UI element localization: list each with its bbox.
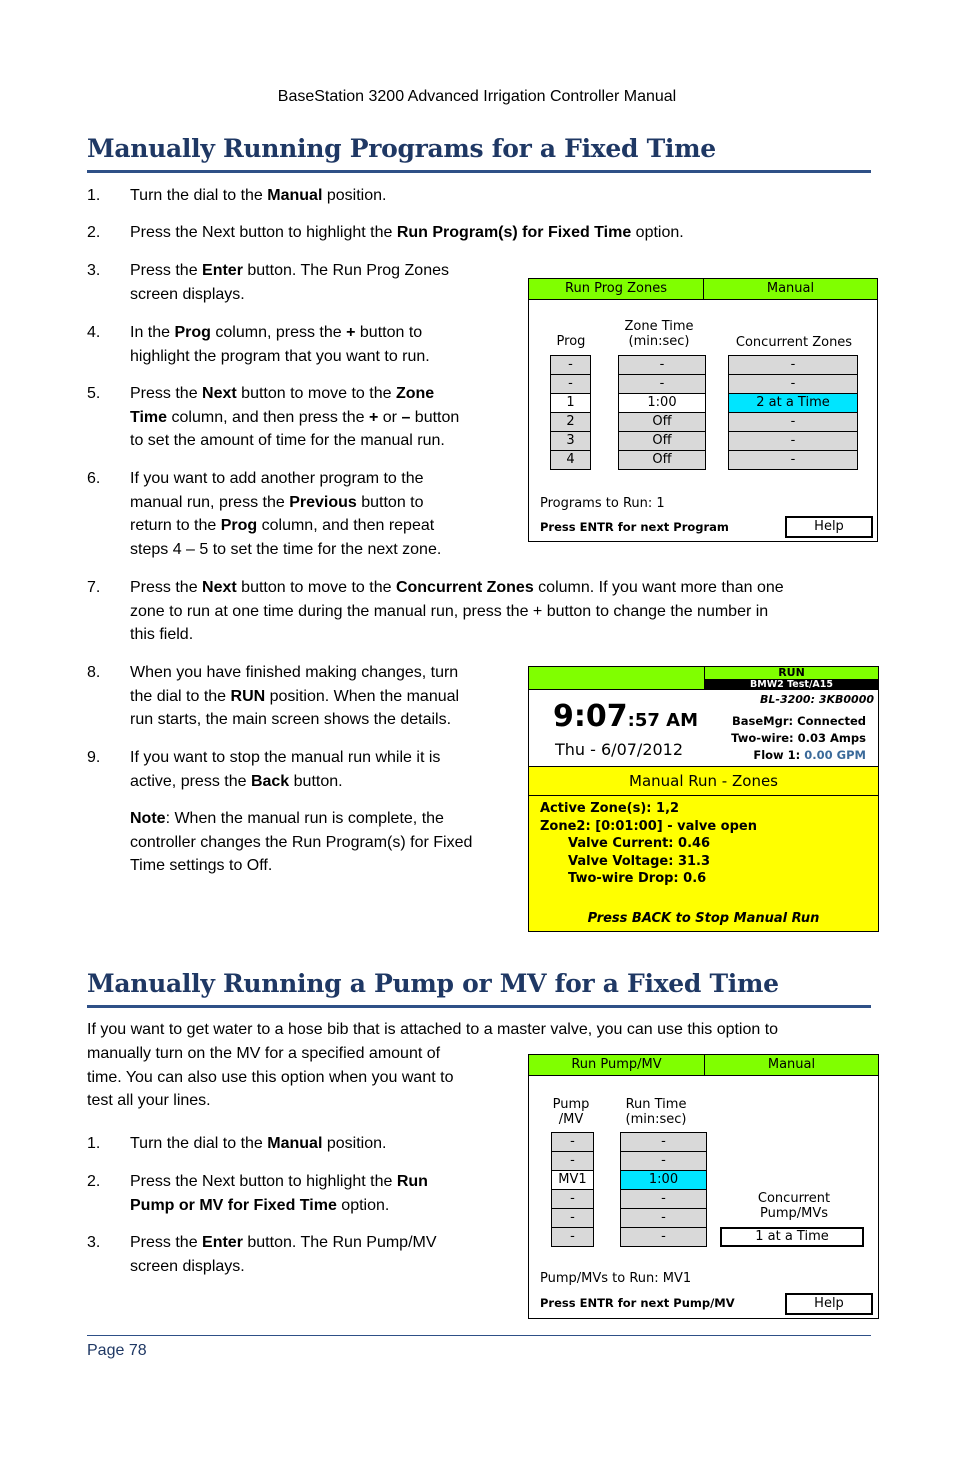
prog-cell[interactable]: 1 [550,393,591,413]
concurrent-zones-cell[interactable]: - [728,412,858,432]
prog-cell[interactable]: 3 [550,431,591,451]
flow-status: Flow 1: 0.00 GPM [753,748,866,762]
run-time-cell[interactable]: - [620,1132,707,1152]
step-number: 4. [87,324,101,341]
concurrent-pump-label: Concurrent Pump/MVs [757,1191,831,1221]
prog-cell[interactable]: 4 [550,450,591,470]
note-text: Note: When the manual run is complete, the controller changes the Run Program(s) for Fixed Time settings to Off. [130,810,473,874]
pump-cell[interactable]: - [551,1132,594,1152]
run-pump-mv-screen [528,1054,879,1319]
tab-manual-2: Manual [705,1055,878,1076]
concurrent-zones-cell[interactable]: - [728,450,858,470]
prog-cell[interactable]: - [550,355,591,375]
step-number: 1. [87,187,101,204]
step-text: If you want to stop the manual run while it is active, press the Back button. [130,749,441,790]
step-number: 3. [87,1234,101,1251]
controller-name: BMW2 Test/A15 [705,679,878,690]
step-text: Press the Next button to highlight the Run Program(s) for Fixed Time option. [130,224,684,241]
concurrent-pump-value[interactable]: 1 at a Time [720,1227,864,1247]
stop-hint: Press BACK to Stop Manual Run [587,911,820,926]
programs-to-run: Programs to Run: 1 [540,496,665,511]
step-text: If you want to add another program to the manual run, press the Previous button to return to the Prog column, and then repeat steps 4 – 5 to set the time for the next zone. [130,470,442,558]
concurrent-zones-cell[interactable]: - [728,374,858,394]
step-number: 2. [87,1173,101,1190]
step-number: 2. [87,224,101,241]
pump-cell[interactable]: MV1 [551,1170,594,1190]
zone-time-cell[interactable]: 1:00 [618,393,706,413]
col-header-pump: Pump /MV [552,1097,590,1127]
step-number: 1. [87,1135,101,1152]
status-bar-left [529,667,705,690]
twowire-status: Two-wire: 0.03 Amps [731,731,866,745]
run-detail-line: Two-wire Drop: 0.6 [568,871,707,886]
run-time-cell[interactable]: - [620,1208,707,1228]
entr-hint-2: Press ENTR for next Pump/MV [540,1296,735,1310]
run-detail-line: Valve Current: 0.46 [568,836,711,851]
intro-rest: manually turn on the MV for a specified amount of time. You can also use this option when you want to test all your lines. [87,1045,454,1109]
col-header-zone-time: Zone Time (min:sec) [624,319,694,349]
zone-time-cell[interactable]: Off [618,450,706,470]
step-number: 6. [87,470,101,487]
run-detail-line: Active Zone(s): 1,2 [540,801,680,816]
zone-time-cell[interactable]: Off [618,412,706,432]
prog-cell[interactable]: - [550,374,591,394]
step-text: Press the Next button to move to the Zone Time column, and then press the + or – button to set the amount of time for the manual run. [130,385,460,449]
step-number: 7. [87,579,101,596]
col-header-prog: Prog [556,334,586,349]
clock-date: Thu - 6/07/2012 [555,740,684,759]
run-prog-zones-screen [528,278,878,542]
page-number: Page 78 [87,1342,147,1359]
document-header: BaseStation 3200 Advanced Irrigation Controller Manual [277,88,677,105]
pump-cell[interactable]: - [551,1189,594,1209]
entr-hint: Press ENTR for next Program [540,520,729,534]
pumps-to-run: Pump/MVs to Run: MV1 [540,1271,692,1286]
main-run-screen [528,666,879,932]
manual-run-banner: Manual Run - Zones [529,766,878,796]
run-time-cell[interactable]: - [620,1227,707,1247]
pump-cell[interactable]: - [551,1227,594,1247]
col-header-run-time: Run Time (min:sec) [625,1097,687,1127]
step-number: 3. [87,262,101,279]
intro-line: If you want to get water to a hose bib that is attached to a master valve, you can use this option to [87,1021,779,1038]
tab-manual: Manual [704,279,877,300]
run-detail-line: Valve Voltage: 31.3 [568,853,711,869]
run-label: RUN [705,667,878,679]
run-time-cell[interactable]: 1:00 [620,1170,707,1190]
run-details-panel [529,796,878,931]
section-heading-pump: Manually Running a Pump or MV for a Fixed Time [87,969,779,998]
pump-cell[interactable]: - [551,1151,594,1171]
zone-time-cell[interactable]: - [618,374,706,394]
step-text: Turn the dial to the Manual position. [130,1135,387,1152]
step-number: 9. [87,749,101,766]
status-readouts [719,713,866,764]
run-details [540,800,757,888]
help-button[interactable]: Help [785,516,873,538]
run-time-cell[interactable]: - [620,1189,707,1209]
help-button-2[interactable]: Help [785,1293,873,1315]
step-text: Press the Enter button. The Run Pump/MV screen displays. [130,1234,437,1275]
footer-rule [87,1335,871,1336]
step-text: Press the Next button to highlight the Run Pump or MV for Fixed Time option. [130,1173,428,1214]
step-text: Press the Next button to move to the Concurrent Zones column. If you want more than one zone to run at one time during the manual run, press the + button to change the number in this field. [130,579,784,643]
tab-run-pump-mv: Run Pump/MV [529,1055,705,1076]
step-text: When you have finished making changes, turn the dial to the RUN position. When the manual run starts, the main screen shows the details. [130,664,460,728]
step-text: Turn the dial to the Manual position. [130,187,387,204]
zone-time-cell[interactable]: - [618,355,706,375]
concurrent-zones-cell[interactable]: - [728,431,858,451]
run-detail-line: Zone2: [0:01:00] - valve open [540,818,757,834]
section-heading-programs: Manually Running Programs for a Fixed Time [87,134,716,163]
zone-time-cell[interactable]: Off [618,431,706,451]
pump-cell[interactable]: - [551,1208,594,1228]
col-header-concurrent-zones: Concurrent Zones [735,335,853,350]
heading-rule [87,170,871,173]
prog-cell[interactable]: 2 [550,412,591,432]
concurrent-zones-cell[interactable]: - [728,355,858,375]
concurrent-zones-cell[interactable]: 2 at a Time [728,393,858,413]
step-text: Press the Enter button. The Run Prog Zones screen displays. [130,262,449,303]
basemgr-status: BaseMgr: Connected [732,714,866,728]
heading-rule-2 [87,1005,871,1008]
clock-time: 9:07:57 AM [553,699,698,734]
run-time-cell[interactable]: - [620,1151,707,1171]
step-number: 8. [87,664,101,681]
step-number: 5. [87,385,101,402]
step-text: In the Prog column, press the + button to highlight the program that you want to run. [130,324,430,365]
tab-run-prog-zones: Run Prog Zones [529,279,704,300]
serial-number: BL-3200: 3KB0000 [760,693,874,706]
